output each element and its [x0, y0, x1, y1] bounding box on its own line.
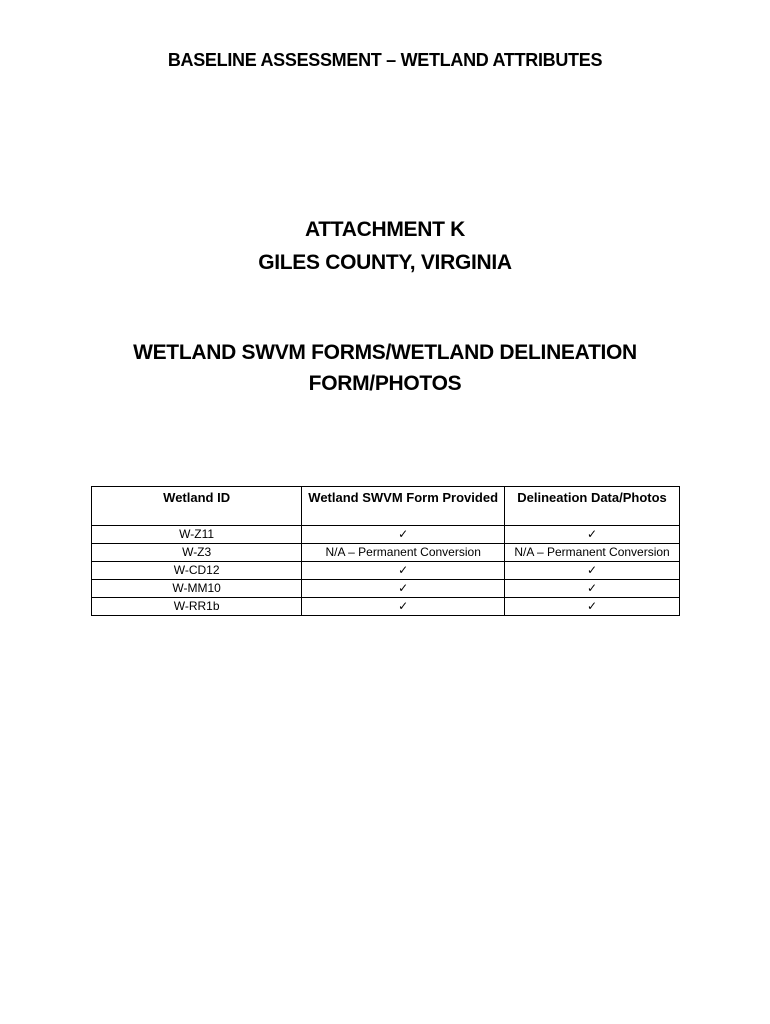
column-header-delineation: Delineation Data/Photos: [505, 487, 680, 526]
wetland-id-cell: W-Z3: [92, 544, 302, 562]
delineation-cell: ✓: [505, 562, 680, 580]
swvm-form-cell: ✓: [302, 526, 505, 544]
wetland-attributes-table: [91, 486, 680, 616]
county-label: GILES COUNTY, VIRGINIA: [258, 251, 512, 274]
table-row: [92, 544, 680, 562]
table-row: [92, 598, 680, 616]
table-row: [92, 526, 680, 544]
page-header-title: BASELINE ASSESSMENT – WETLAND ATTRIBUTES: [167, 50, 603, 70]
delineation-cell: ✓: [505, 526, 680, 544]
attachment-label: ATTACHMENT K: [304, 218, 466, 241]
table-row: [92, 562, 680, 580]
wetland-id-cell: W-RR1b: [92, 598, 302, 616]
forms-heading-line-1: WETLAND SWVM FORMS/WETLAND DELINEATION: [133, 341, 637, 364]
column-header-wetland-id: Wetland ID: [92, 487, 302, 526]
attachment-heading: [0, 213, 770, 279]
table-header-row: [92, 487, 680, 526]
swvm-form-cell: ✓: [302, 580, 505, 598]
wetland-id-cell: W-MM10: [92, 580, 302, 598]
table-row: [92, 580, 680, 598]
wetland-id-cell: W-CD12: [92, 562, 302, 580]
swvm-form-cell: ✓: [302, 598, 505, 616]
swvm-form-cell: N/A – Permanent Conversion: [302, 544, 505, 562]
forms-heading: [0, 337, 770, 399]
column-header-swvm-form: Wetland SWVM Form Provided: [302, 487, 505, 526]
forms-heading-line-2: FORM/PHOTOS: [308, 372, 462, 395]
delineation-cell: N/A – Permanent Conversion: [505, 544, 680, 562]
swvm-form-cell: ✓: [302, 562, 505, 580]
delineation-cell: ✓: [505, 580, 680, 598]
wetland-id-cell: W-Z11: [92, 526, 302, 544]
delineation-cell: ✓: [505, 598, 680, 616]
